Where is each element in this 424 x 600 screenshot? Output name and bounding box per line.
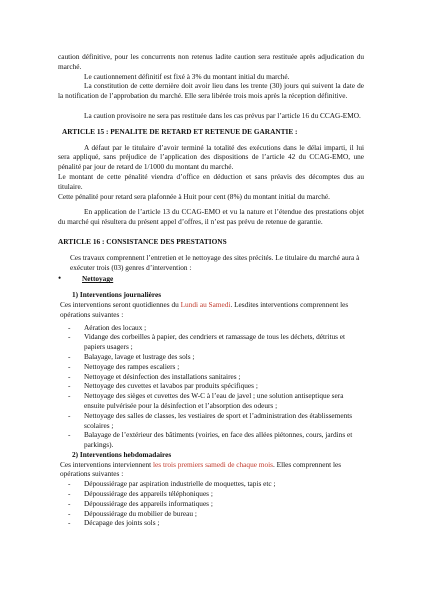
caution-provisoire-paragraph: La caution provisoire ne sera pas restituée dans les cas prévus par l’article 16 du CCAG-EMO.: [84, 110, 361, 120]
list-item: [68, 323, 364, 333]
list-item: [68, 381, 364, 391]
list-item: [68, 518, 364, 528]
list-item: [68, 489, 364, 499]
penalite-paragraph: A défaut par le titulaire d’avoir terminé la totalité des exécutions dans le délai imparti, il lui sera appliqué, sans préjudice de l’application des dispositions de l’article 42 du CCAG-EMO, une pénalité par jour de retard de 1/1000 du montant du marché.: [58, 142, 364, 172]
plafond-paragraph: Cette pénalité pour retard sera plafonnée à Huit pour cent (8%) du montant initial du marché.: [58, 191, 330, 201]
journalieres-list: [58, 323, 364, 450]
list-item: [68, 362, 364, 372]
hebdomadaires-intro-start: Ces interventions interviennent: [60, 459, 154, 469]
list-item-text: Dépoussiérage par aspiration industrielle de moquettes, tapis etc ;: [84, 479, 276, 489]
consistance-intro: Ces travaux comprennent l’entretien et le nettoyage des sites précités. Le titulaire du marché aura à exécuter trois (03) genres d’intervention :: [70, 252, 360, 272]
list-item: [68, 391, 364, 411]
journalieres-intro-end: . Lesdites interventions comprennent les opérations suivantes :: [60, 299, 349, 319]
journalieres-title: 1) Interventions journalières: [72, 290, 162, 300]
constitution-paragraph: La constitution de cette dernière doit avoir lieu dans les trente (30) jours qui suivent la date de la notification de l’approbation du marché. Elle sera libérée trois mois après la réception définitive.: [58, 81, 364, 101]
list-item-text: Dépoussiérage des appareils téléphoniques ;: [84, 489, 213, 499]
dash-mark: -: [68, 371, 71, 381]
dash-mark: -: [68, 332, 71, 342]
list-item-text: Balayage de l’extérieur des bâtiments (voiries, en face des allées piétonnes, cours, jardins et parkings).: [84, 430, 353, 450]
dash-mark: -: [68, 508, 71, 518]
hebdomadaires-intro: [58, 460, 364, 480]
list-item: [68, 479, 364, 489]
list-item: [68, 509, 364, 519]
list-item-text: Dépoussiérage du mobilier de bureau ;: [84, 508, 197, 518]
dash-mark: -: [68, 381, 71, 391]
list-item: [68, 332, 364, 352]
list-item: [68, 372, 364, 382]
journalieres-intro-start: Ces interventions seront quotidiennes du: [60, 299, 181, 309]
retenue-garantie-paragraph: En application de l’article 13 du CCAG-EMO et vu la nature et l’étendue des prestations objet du marché qui résultera du présent appel d’offres, il n’est pas prévu de retenue de garantie.: [58, 207, 364, 227]
list-item-text: Nettoyage des cuvettes et lavabos par produits spécifiques ;: [84, 381, 258, 391]
article-15-heading: ARTICLE 15 : PENALITE DE RETARD ET RETENUE DE GARANTIE :: [62, 126, 298, 136]
journalieres-intro: [58, 300, 364, 320]
hebdomadaires-title: 2) Interventions hebdomadaires: [72, 449, 172, 459]
list-item: [68, 352, 364, 362]
dash-mark: -: [68, 489, 71, 499]
list-item: [68, 430, 364, 450]
hebdomadaires-highlight: les trois premiers samedi de chaque mois: [153, 459, 273, 469]
dash-mark: -: [68, 391, 71, 401]
list-item: [68, 499, 364, 509]
dash-mark: -: [68, 361, 71, 371]
dash-mark: -: [68, 410, 71, 420]
caution-paragraph: caution définitive, pour les concurrents non retenus ladite caution sera restituée après adjudication du marché.: [58, 52, 364, 71]
dash-mark: -: [68, 479, 71, 489]
list-item: [68, 411, 364, 431]
hebdomadaires-list: [58, 479, 364, 528]
cautionnement-paragraph: Le cautionnement définitif est fixé à 3% du montant initial du marché.: [84, 71, 290, 81]
list-item-text: Aération des locaux ;: [84, 322, 147, 332]
dash-mark: -: [68, 518, 71, 528]
nettoyage-bullet: [58, 274, 364, 284]
montant-penalite-paragraph: Le montant de cette pénalité viendra d’office en déduction et sans préavis des décomptes dus au titulaire.: [58, 171, 364, 191]
list-item-text: Nettoyage et désinfection des installations sanitaires ;: [84, 371, 241, 381]
list-item-text: Décapage des joints sols ;: [84, 518, 160, 528]
list-item-text: Nettoyage des rampes escaliers ;: [84, 361, 180, 371]
list-item-text: Dépoussiérage des appareils informatiques ;: [84, 498, 213, 508]
list-item-text: Vidange des corbeilles à papier, des cendriers et ramassage de tous les déchets, détritus et papiers usagers ;: [84, 332, 346, 352]
dash-mark: -: [68, 322, 71, 332]
journalieres-highlight: Lundi au Samedi: [180, 299, 231, 309]
dash-mark: -: [68, 430, 71, 440]
hebdomadaires-intro-end: . Elles comprennent les opérations suivantes :: [60, 459, 342, 479]
list-item-text: Nettoyage des sièges et cuvettes des W-C à l’eau de javel ; une solution antiseptique sera ensuite pulvérisée pour la désinfection et l’absorption des odeurs ;: [84, 391, 344, 410]
bullet-icon: •: [58, 273, 62, 284]
dash-mark: -: [68, 498, 71, 508]
list-item-text: Nettoyage des salles de classes, les vestiaires de sport et l’administration des établissements scolaires ;: [84, 410, 353, 430]
dash-mark: -: [68, 351, 71, 361]
nettoyage-label: Nettoyage: [82, 274, 114, 284]
list-item-text: Balayage, lavage et lustrage des sols ;: [84, 351, 195, 361]
article-16-heading: ARTICLE 16 : CONSISTANCE DES PRESTATIONS: [58, 236, 227, 246]
